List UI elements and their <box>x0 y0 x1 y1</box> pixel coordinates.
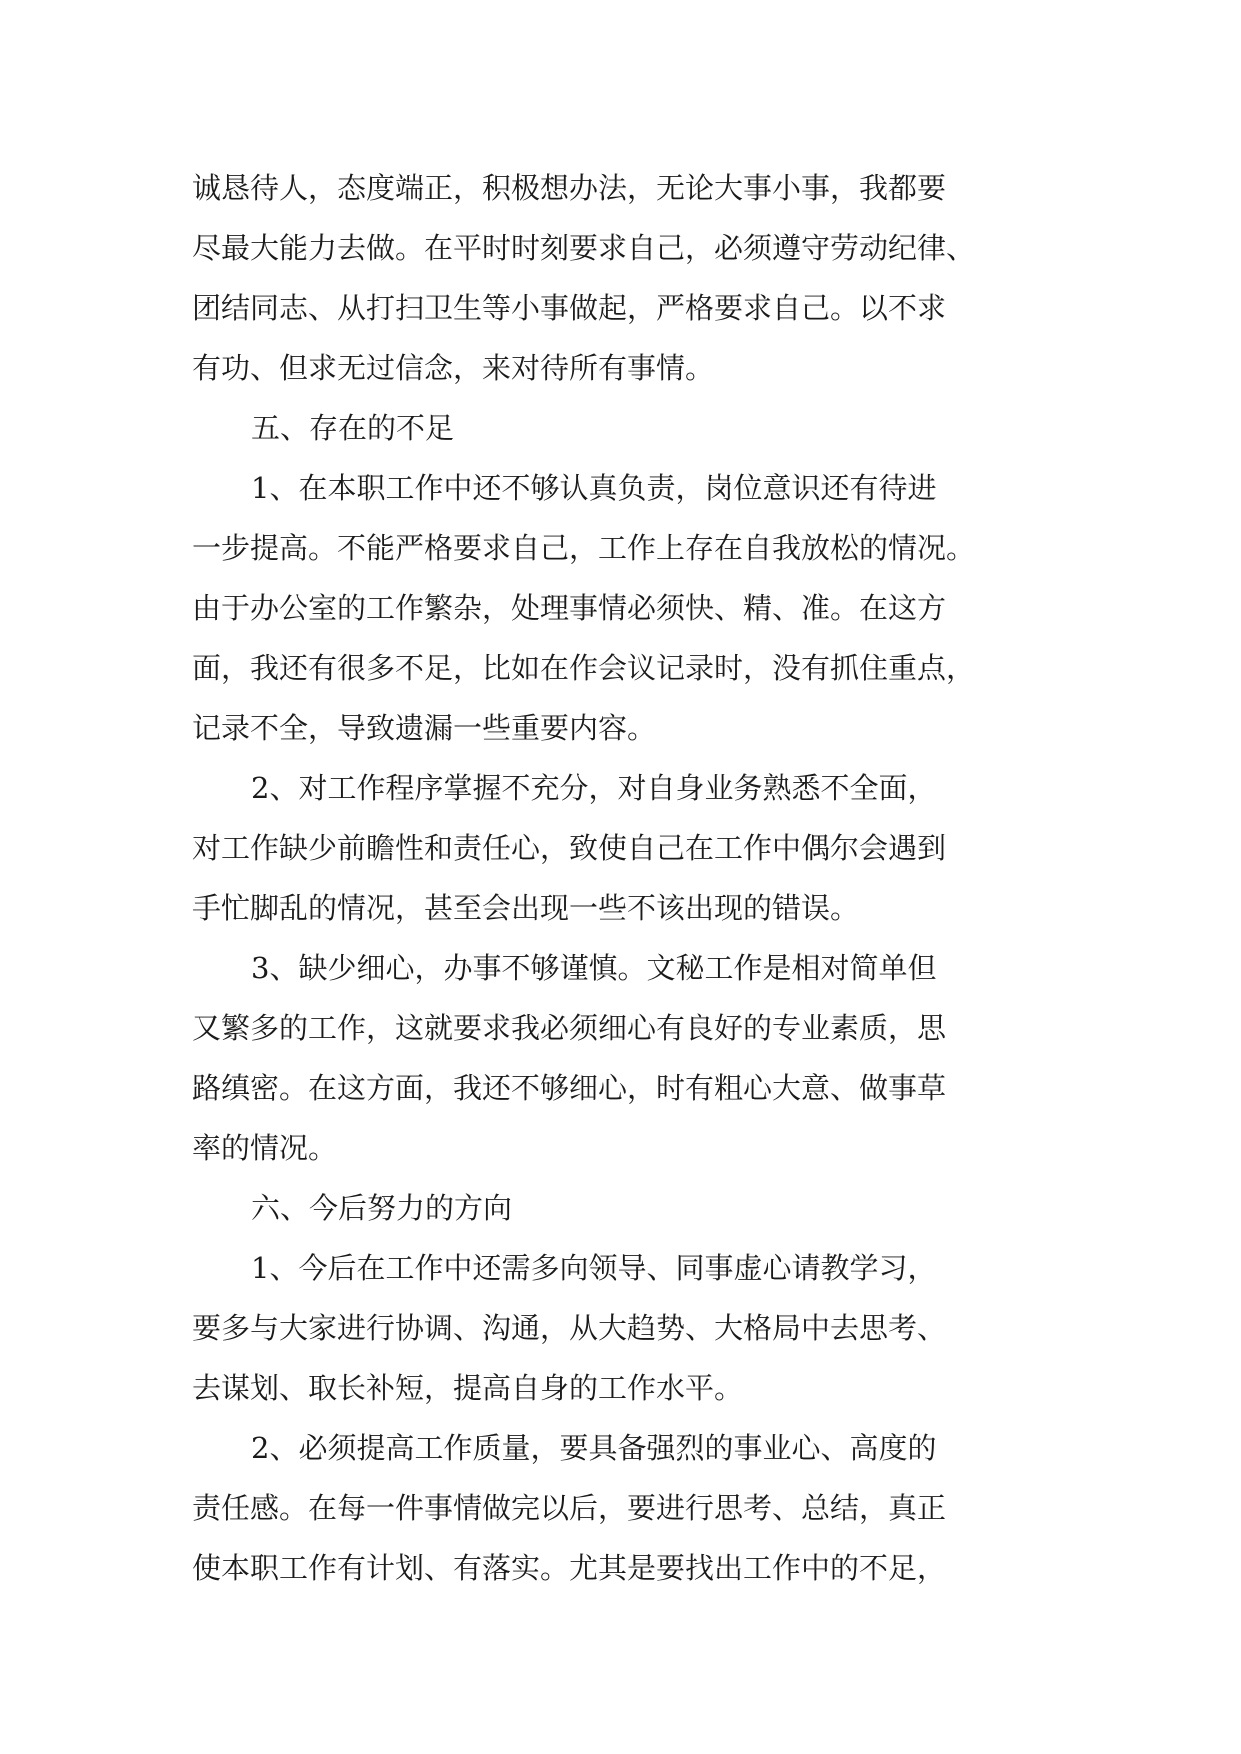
text-line: 去谋划、取长补短，提高自身的工作水平。 <box>192 1371 744 1405</box>
document-body <box>192 158 1062 1598</box>
text-line: 要多与大家进行协调、沟通，从大趋势、大格局中去思考、 <box>192 1311 947 1345</box>
text-line: 面，我还有很多不足，比如在作会议记录时，没有抓住重点， <box>192 651 976 685</box>
text-line: 率的情况。 <box>192 1131 338 1165</box>
text-line: 3、缺少细心，办事不够谨慎。文秘工作是相对简单但 <box>251 951 937 985</box>
text-line: 2、必须提高工作质量，要具备强烈的事业心、高度的 <box>251 1431 937 1465</box>
text-line: 一步提高。不能严格要求自己，工作上存在自我放松的情况。 <box>192 531 976 565</box>
text-line: 路缜密。在这方面，我还不够细心，时有粗心大意、做事草 <box>192 1071 947 1105</box>
text-line: 又繁多的工作，这就要求我必须细心有良好的专业素质，思 <box>192 1011 947 1045</box>
section-heading: 五、存在的不足 <box>251 411 455 445</box>
text-line: 对工作缺少前瞻性和责任心，致使自己在工作中偶尔会遇到 <box>192 831 947 865</box>
text-line: 1、今后在工作中还需多向领导、同事虚心请教学习， <box>251 1251 937 1285</box>
text-line: 2、对工作程序掌握不充分，对自身业务熟悉不全面， <box>251 771 937 805</box>
section-heading: 六、今后努力的方向 <box>251 1191 513 1225</box>
text-line: 有功、但求无过信念，来对待所有事情。 <box>192 351 715 385</box>
text-line: 团结同志、从打扫卫生等小事做起，严格要求自己。以不求 <box>192 291 947 325</box>
text-line: 1、在本职工作中还不够认真负责，岗位意识还有待进 <box>251 471 937 505</box>
text-line: 记录不全，导致遗漏一些重要内容。 <box>192 711 657 745</box>
text-line: 由于办公室的工作繁杂，处理事情必须快、精、准。在这方 <box>192 591 947 625</box>
text-line: 使本职工作有计划、有落实。尤其是要找出工作中的不足， <box>192 1551 947 1585</box>
text-line: 手忙脚乱的情况，甚至会出现一些不该出现的错误。 <box>192 891 860 925</box>
text-line: 责任感。在每一件事情做完以后，要进行思考、总结，真正 <box>192 1491 947 1525</box>
text-line: 诚恳待人，态度端正，积极想办法，无论大事小事，我都要 <box>192 171 947 205</box>
text-line: 尽最大能力去做。在平时时刻要求自己，必须遵守劳动纪律、 <box>192 231 976 265</box>
